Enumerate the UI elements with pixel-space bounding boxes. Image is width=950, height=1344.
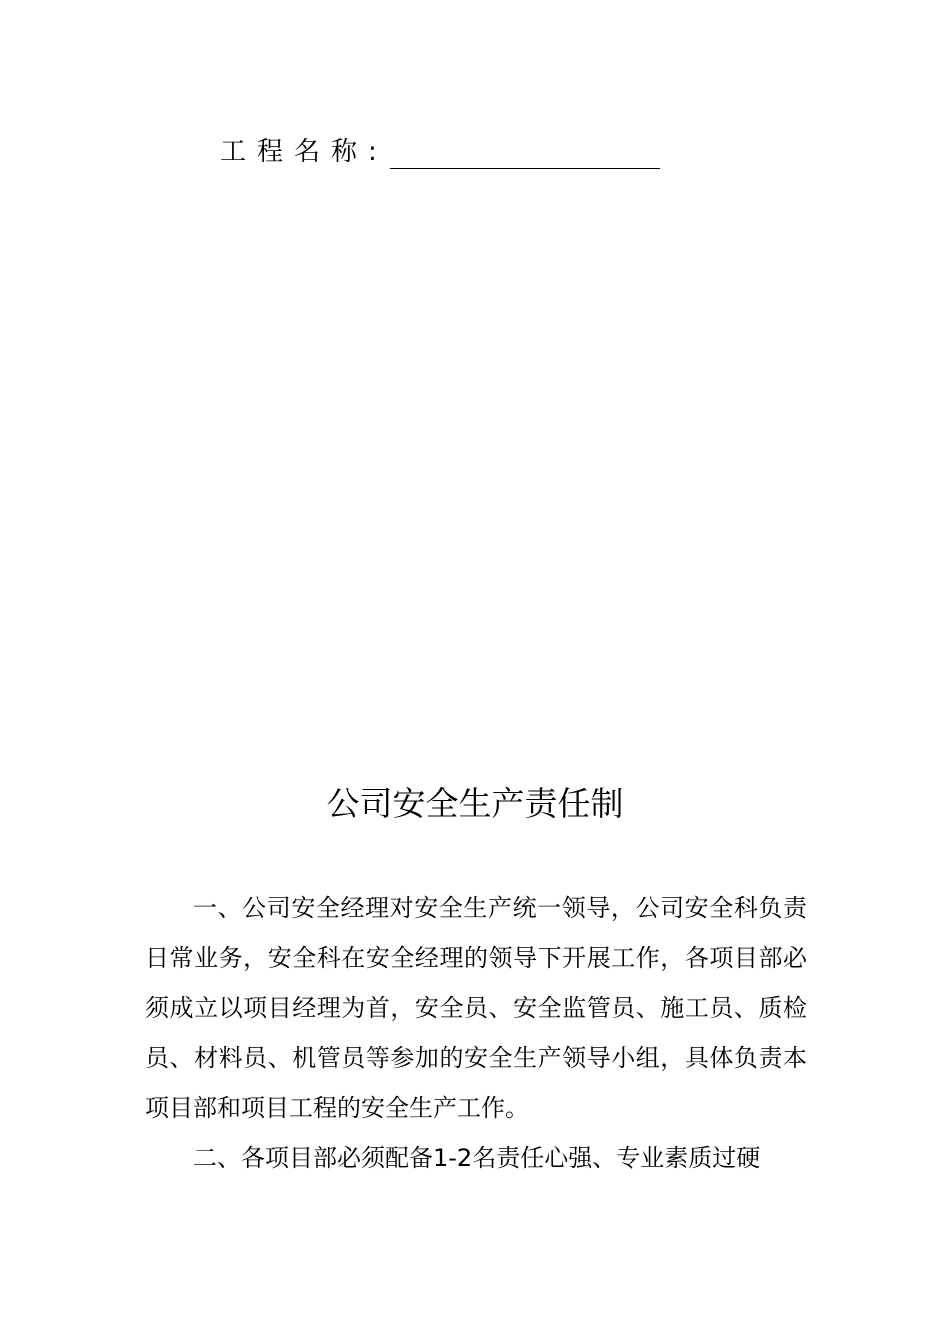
- document-body: [145, 883, 807, 1183]
- paragraph-2: 二、各项目部必须配备1-2名责任心强、专业素质过硬: [193, 1144, 761, 1172]
- project-name-blank-line: [390, 140, 660, 169]
- paragraph-1: 一、公司安全经理对安全生产统一领导，公司安全科负责日常业务，安全科在安全经理的领导下开展工作，各项目部必须成立以项目经理为首，安全员、安全监管员、施工员、质检员、材料员、机管员等参加的安全生产领导小组，具体负责本项目部和项目工程的安全生产工作。: [145, 894, 807, 1122]
- project-name-label: 工程名称:: [220, 137, 388, 167]
- document-title: 公司安全生产责任制: [326, 784, 624, 823]
- project-name-field: [220, 135, 660, 169]
